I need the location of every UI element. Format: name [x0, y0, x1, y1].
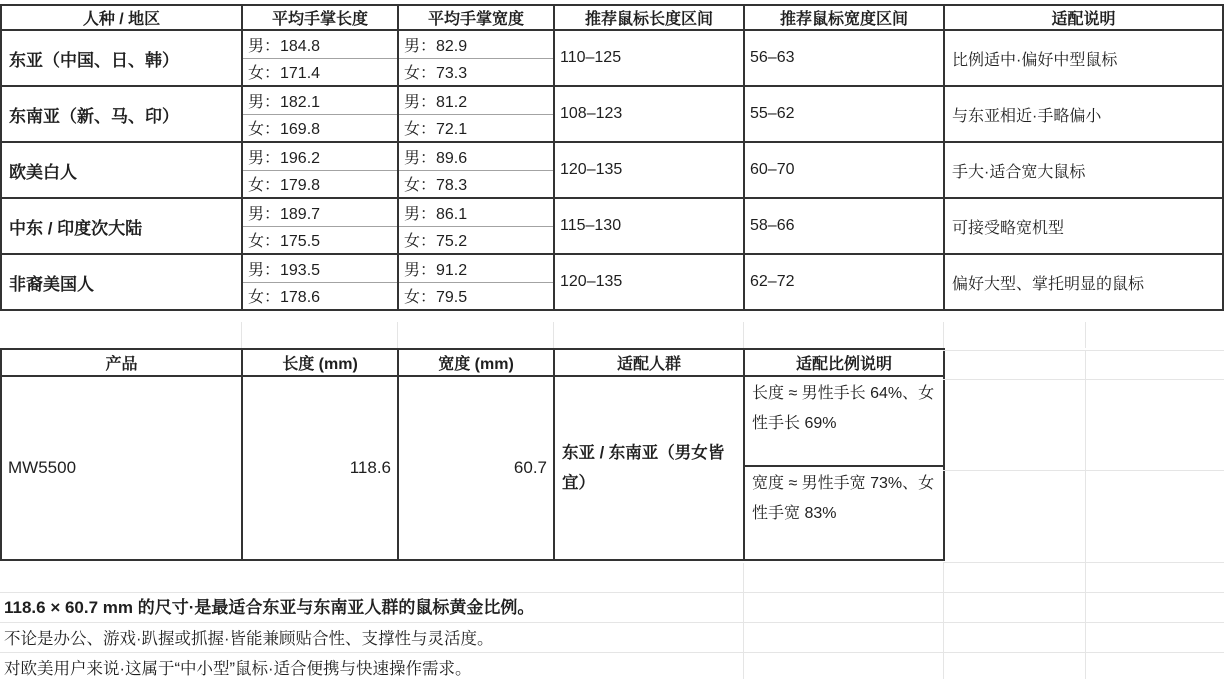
mouse-length-range-cell: 110–125 — [554, 30, 744, 86]
width-value-cell: 60.7 — [398, 376, 554, 560]
grid-line — [1085, 350, 1086, 563]
grid-line — [943, 350, 1224, 351]
audience-cell: 东亚 / 东南亚（男女皆宜） — [554, 376, 744, 560]
female-width-cell: 女：79.5 — [398, 282, 554, 310]
header-region: 人种 / 地区 — [1, 5, 242, 30]
female-width-cell: 女：73.3 — [398, 58, 554, 86]
grid-line — [241, 322, 242, 348]
male-length-cell: 男：184.8 — [242, 30, 398, 58]
female-length-cell: 女：179.8 — [242, 170, 398, 198]
mouse-width-range-cell: 56–63 — [744, 30, 944, 86]
table-row — [1, 198, 1223, 226]
header-palm-width: 平均手掌宽度 — [398, 5, 554, 30]
header-ratio-note: 适配比例说明 — [744, 349, 944, 376]
male-length-cell: 男：182.1 — [242, 86, 398, 114]
grid-line — [0, 652, 1224, 653]
table-row — [1, 254, 1223, 282]
male-length-cell: 男：193.5 — [242, 254, 398, 282]
grid-line — [743, 563, 744, 679]
header-palm-length: 平均手掌长度 — [242, 5, 398, 30]
mouse-length-range-cell: 120–135 — [554, 142, 744, 198]
male-width-cell: 男：81.2 — [398, 86, 554, 114]
fit-note-cell: 可接受略宽机型 — [944, 198, 1223, 254]
table-row — [1, 86, 1223, 114]
grid-line — [943, 562, 1224, 563]
header-width-mm: 宽度 (mm) — [398, 349, 554, 376]
region-cell: 中东 / 印度次大陆 — [1, 198, 242, 254]
product-header-row — [1, 349, 944, 376]
female-width-cell: 女：75.2 — [398, 226, 554, 254]
header-mouse-width-range: 推荐鼠标宽度区间 — [744, 5, 944, 30]
table-row — [1, 142, 1223, 170]
header-length-mm: 长度 (mm) — [242, 349, 398, 376]
header-mouse-length-range: 推荐鼠标长度区间 — [554, 5, 744, 30]
grid-line — [1085, 563, 1086, 679]
fit-note-cell: 比例适中·偏好中型鼠标 — [944, 30, 1223, 86]
table-row — [1, 376, 944, 466]
grid-line — [943, 322, 944, 348]
mouse-length-range-cell: 108–123 — [554, 86, 744, 142]
region-cell: 东南亚（新、马、印） — [1, 86, 242, 142]
mouse-width-range-cell: 58–66 — [744, 198, 944, 254]
region-cell: 非裔美国人 — [1, 254, 242, 310]
fit-note-cell: 偏好大型、掌托明显的鼠标 — [944, 254, 1223, 310]
grid-line — [743, 322, 744, 348]
grid-line — [943, 563, 944, 679]
male-length-cell: 男：189.7 — [242, 198, 398, 226]
header-product: 产品 — [1, 349, 242, 376]
product-table — [0, 348, 945, 561]
grid-line — [553, 322, 554, 348]
male-width-cell: 男：91.2 — [398, 254, 554, 282]
fit-note-cell: 与东亚相近·手略偏小 — [944, 86, 1223, 142]
male-width-cell: 男：89.6 — [398, 142, 554, 170]
mouse-length-range-cell: 120–135 — [554, 254, 744, 310]
grid-line — [0, 622, 1224, 623]
grid-line — [0, 592, 1224, 593]
grid-line — [397, 322, 398, 348]
female-length-cell: 女：175.5 — [242, 226, 398, 254]
female-length-cell: 女：169.8 — [242, 114, 398, 142]
summary-line-western: 对欧美用户来说·这属于“中小型”鼠标·适合便携与快速操作需求。 — [4, 660, 472, 678]
summary-line-golden-ratio: 118.6 × 60.7 mm 的尺寸·是最适合东亚与东南亚人群的鼠标黄金比例。 — [4, 598, 535, 617]
anthro-header-row — [1, 5, 1223, 30]
anthro-table — [0, 4, 1224, 311]
female-length-cell: 女：171.4 — [242, 58, 398, 86]
summary-line-grip: 不论是办公、游戏·趴握或抓握·皆能兼顾贴合性、支撑性与灵活度。 — [4, 630, 494, 648]
header-audience: 适配人群 — [554, 349, 744, 376]
mouse-width-range-cell: 62–72 — [744, 254, 944, 310]
grid-line — [943, 470, 1224, 471]
region-cell: 欧美白人 — [1, 142, 242, 198]
female-width-cell: 女：72.1 — [398, 114, 554, 142]
fit-note-cell: 手大·适合宽大鼠标 — [944, 142, 1223, 198]
female-width-cell: 女：78.3 — [398, 170, 554, 198]
mouse-width-range-cell: 60–70 — [744, 142, 944, 198]
ratio-length-cell: 长度 ≈ 男性手长 64%、女性手长 69% — [744, 376, 944, 466]
region-cell: 东亚（中国、日、韩） — [1, 30, 242, 86]
product-cell: MW5500 — [1, 376, 242, 560]
ratio-width-cell: 宽度 ≈ 男性手宽 73%、女性手宽 83% — [744, 466, 944, 560]
header-fit-note: 适配说明 — [944, 5, 1223, 30]
female-length-cell: 女：178.6 — [242, 282, 398, 310]
table-row — [1, 30, 1223, 58]
male-width-cell: 男：86.1 — [398, 198, 554, 226]
male-length-cell: 男：196.2 — [242, 142, 398, 170]
grid-line — [943, 379, 1224, 380]
mouse-length-range-cell: 115–130 — [554, 198, 744, 254]
mouse-width-range-cell: 55–62 — [744, 86, 944, 142]
grid-line — [1085, 322, 1086, 348]
male-width-cell: 男：82.9 — [398, 30, 554, 58]
length-value-cell: 118.6 — [242, 376, 398, 560]
